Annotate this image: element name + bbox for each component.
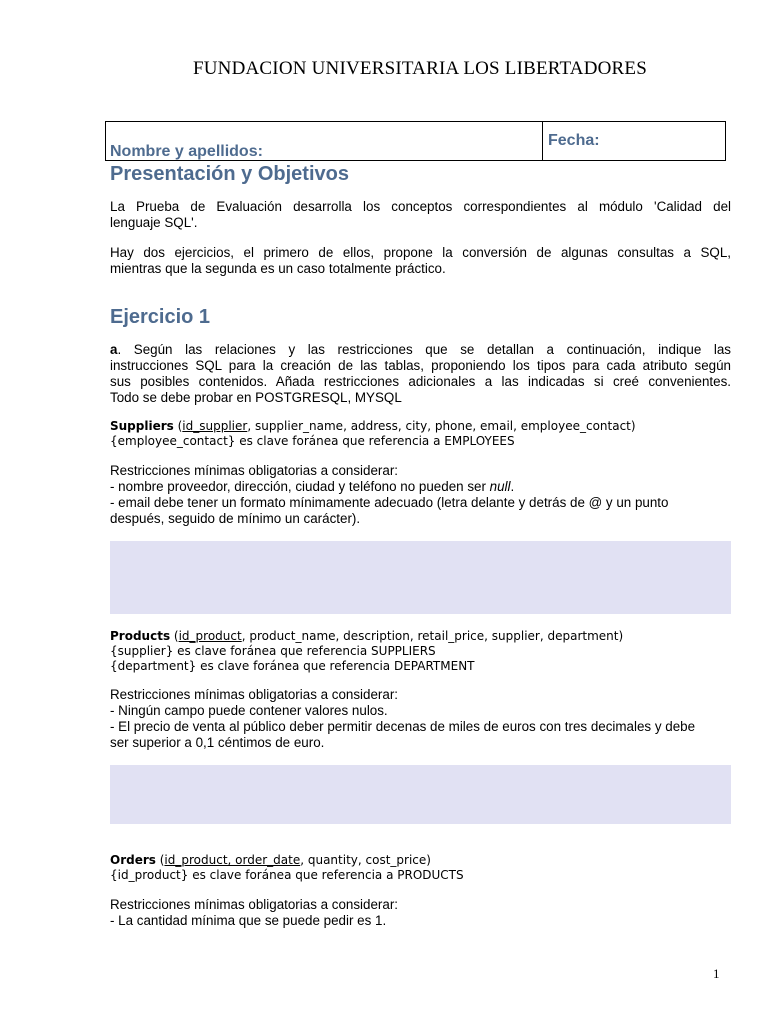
restriction-item: - Ningún campo puede contener valores nulos.	[110, 703, 388, 718]
text-line: sus posibles contenidos. Añada restricciones adicionales a las indicadas si creé convenientes.	[110, 374, 731, 389]
schema-line: Suppliers (id_supplier, supplier_name, address, city, phone, email, employee_contact)	[110, 419, 636, 433]
foreign-key-line: {employee_contact} es clave foránea que referencia a EMPLOYEES	[110, 434, 515, 448]
primary-key: id_supplier	[182, 419, 248, 433]
exercise-1-intro	[110, 342, 731, 406]
attributes: , product_name, description, retail_price, supplier, department)	[241, 629, 624, 643]
text-line	[110, 342, 731, 358]
attributes: , supplier_name, address, city, phone, email, employee_contact)	[247, 419, 636, 433]
attributes: , quantity, cost_price)	[300, 853, 431, 867]
presentation-paragraph-1	[110, 199, 731, 231]
text-span: .	[510, 479, 515, 494]
restriction-item: - El precio de venta al público deber permitir decenas de miles de euros con tres decimales y debe	[110, 719, 696, 734]
text-span: . Según las relaciones y las restricciones que se detallan a continuación, indique las	[117, 342, 731, 357]
foreign-key-line: {supplier} es clave foránea que referencia SUPPLIERS	[110, 644, 436, 658]
restriction-item: ser superior a 0,1 céntimos de euro.	[110, 735, 325, 750]
date-label: Fecha:	[548, 132, 600, 149]
restriction-item: - email debe tener un formato mínimamente adecuado (letra delante y detrás de @ y un punto	[110, 495, 669, 510]
restrictions-title: Restricciones mínimas obligatorias a considerar:	[110, 687, 399, 702]
foreign-key-line: {id_product} es clave foránea que referencia a PRODUCTS	[110, 868, 464, 882]
restriction-item	[110, 479, 731, 495]
schema-line: Orders (id_product, order_date, quantity, cost_price)	[110, 853, 431, 867]
products-answer-box[interactable]	[110, 765, 731, 824]
table-name: Orders	[110, 853, 156, 867]
text-line: lenguaje SQL'.	[110, 215, 198, 230]
primary-key: id_product, order_date	[164, 853, 301, 867]
text-line: Todo se debe probar en POSTGRESQL, MYSQL	[110, 390, 402, 405]
suppliers-restrictions	[110, 463, 731, 527]
name-label: Nombre y apellidos:	[110, 143, 263, 160]
suppliers-schema	[110, 419, 731, 449]
restrictions-title: Restricciones mínimas obligatorias a considerar:	[110, 897, 399, 912]
text-line: instrucciones SQL para la creación de las tablas, proponiendo los tipos para cada atributo según	[110, 358, 731, 373]
products-schema	[110, 629, 731, 674]
page-number: 1	[713, 966, 720, 981]
orders-restrictions	[110, 897, 731, 929]
products-restrictions	[110, 687, 731, 751]
text-line: La Prueba de Evaluación desarrolla los conceptos correspondientes al módulo 'Calidad del	[110, 199, 731, 214]
foreign-key-line: {department} es clave foránea que referencia DEPARTMENT	[110, 659, 475, 673]
info-box-divider	[542, 122, 543, 160]
document-header-title: FUNDACION UNIVERSITARIA LOS LIBERTADORES	[192, 58, 648, 79]
restriction-item: - La cantidad mínima que se puede pedir es 1.	[110, 913, 387, 928]
exercise-1-heading: Ejercicio 1	[110, 306, 211, 328]
primary-key: id_product	[178, 629, 242, 643]
restriction-item: después, seguido de mínimo un carácter).	[110, 511, 361, 526]
table-name: Products	[110, 629, 171, 643]
restrictions-title: Restricciones mínimas obligatorias a considerar:	[110, 463, 399, 478]
suppliers-answer-box[interactable]	[110, 541, 731, 614]
presentation-heading: Presentación y Objetivos	[110, 163, 349, 185]
text-line: mientras que la segunda es un caso totalmente práctico.	[110, 261, 446, 276]
table-name: Suppliers	[110, 419, 174, 433]
student-info-box	[105, 121, 726, 161]
null-keyword: null	[489, 479, 511, 494]
presentation-paragraph-2	[110, 245, 731, 277]
text-line: Hay dos ejercicios, el primero de ellos, propone la conversión de algunas consultas a SQL,	[110, 245, 731, 260]
text-span: - nombre proveedor, dirección, ciudad y teléfono no pueden ser	[110, 479, 490, 494]
schema-line: Products (id_product, product_name, description, retail_price, supplier, department)	[110, 629, 624, 643]
orders-schema	[110, 853, 731, 883]
item-letter: a	[110, 342, 118, 357]
